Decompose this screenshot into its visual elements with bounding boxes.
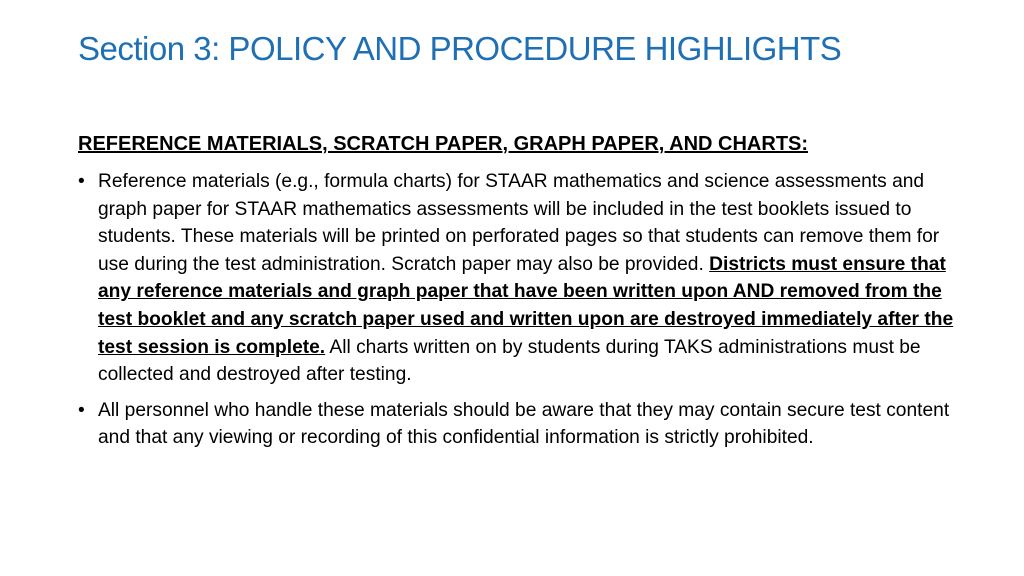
bullet-text: All personnel who handle these materials should be aware that they may contain secure test content and that any viewing or recording of this confidential information is strictly prohibited. — [98, 399, 950, 449]
bullet-list — [78, 168, 968, 452]
bullet-emphasis-text: Districts must ensure that any reference materials and graph paper that have been written upon AND removed from the test booklet and any scratch paper used and written upon are destroyed immediately after the test session is complete. — [98, 253, 954, 358]
bullet-text-continued: All charts written on by students during TAKS administrations must be collected and destroyed after testing. — [98, 336, 921, 386]
section-heading: REFERENCE MATERIALS, SCRATCH PAPER, GRAPH PAPER, AND CHARTS: — [78, 133, 809, 155]
bullet-item-reference-materials — [78, 168, 968, 389]
bullet-text: Reference materials (e.g., formula charts) for STAAR mathematics and science assessments and graph paper for STAAR mathematics assessments will be included in the test booklets issued to students. These materials will be printed on perforated pages so that students can remove them for use during the test administration. Scratch paper may also be provided. — [98, 171, 940, 275]
slide-title: Section 3: POLICY AND PROCEDURE HIGHLIGHTS — [78, 30, 842, 67]
bullet-dot-icon: • — [78, 399, 85, 421]
bullet-dot-icon: • — [78, 171, 85, 192]
slide-content — [78, 128, 968, 460]
bullet-item-personnel — [78, 397, 968, 452]
